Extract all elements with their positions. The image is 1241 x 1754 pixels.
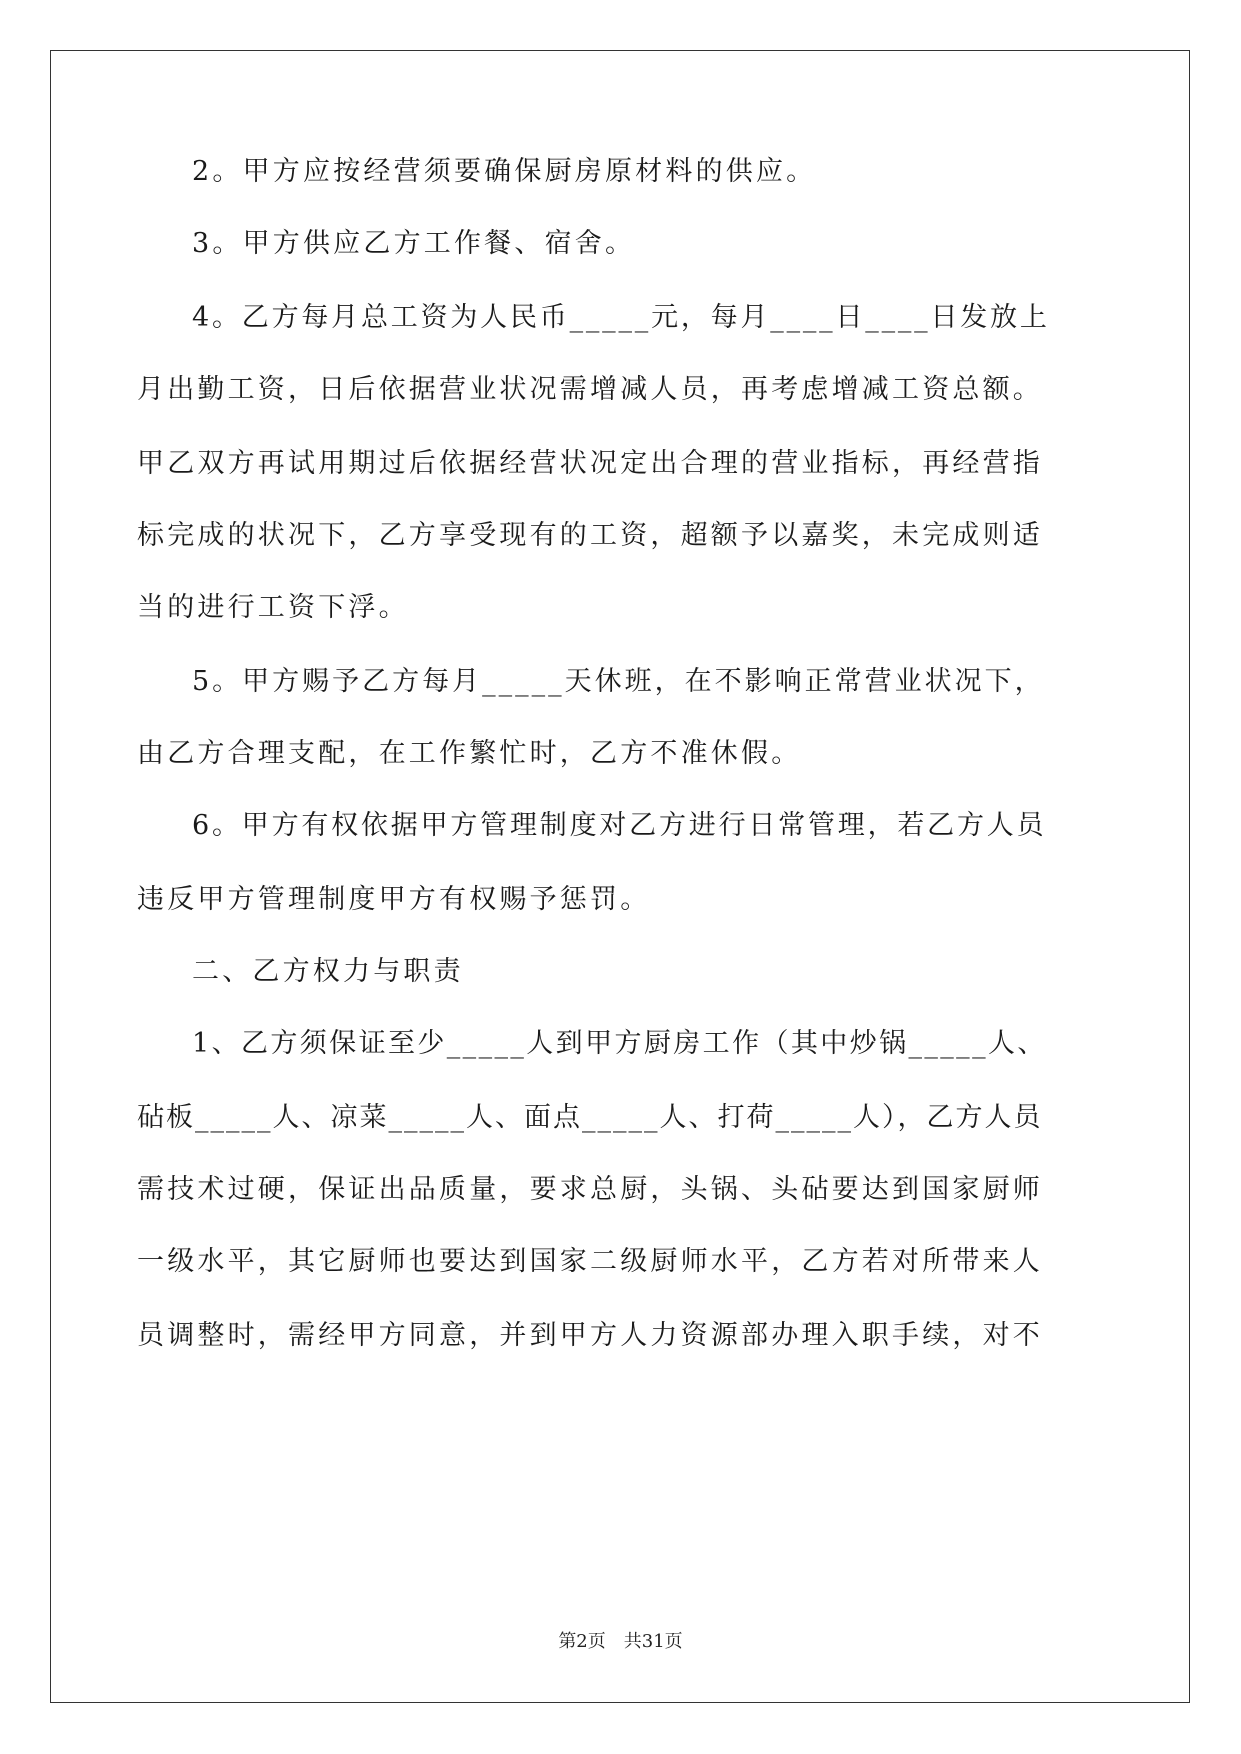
paragraph-line: 由乙方合理支配，在工作繁忙时，乙方不准休假。 — [137, 738, 802, 769]
paragraph-line: 月出勤工资，日后依据营业状况需增减人员，再考虑增减工资总额。 — [137, 374, 1043, 405]
paragraph-line: 4。乙方每月总工资为人民币_____元，每月____日____日发放上 — [192, 302, 1050, 333]
paragraph-line: 3。甲方供应乙方工作餐、宿舍。 — [192, 228, 636, 259]
page-number: 第2页 — [558, 1631, 606, 1652]
page-border — [50, 50, 1190, 1703]
page-total: 共31页 — [623, 1631, 683, 1652]
paragraph-line: 1、乙方须保证至少_____人到甲方厨房工作（其中炒锅_____人、 — [192, 1028, 1047, 1059]
paragraph-line: 一级水平，其它厨师也要达到国家二级厨师水平，乙方若对所带来人 — [137, 1246, 1043, 1277]
paragraph-line: 5。甲方赐予乙方每月_____天休班，在不影响正常营业状况下， — [192, 666, 1045, 697]
paragraph-line: 员调整时，需经甲方同意，并到甲方人力资源部办理入职手续，对不 — [137, 1320, 1043, 1351]
page-footer — [0, 1627, 1241, 1653]
paragraph-line: 甲乙双方再试用期过后依据经营状况定出合理的营业指标，再经营指 — [137, 448, 1043, 479]
paragraph-line: 6。甲方有权依据甲方管理制度对乙方进行日常管理，若乙方人员 — [192, 810, 1047, 841]
paragraph-line: 2。甲方应按经营须要确保厨房原材料的供应。 — [192, 156, 817, 187]
paragraph-line: 违反甲方管理制度甲方有权赐予惩罚。 — [137, 884, 651, 915]
paragraph-line: 砧板_____人、凉菜_____人、面点_____人、打荷_____人），乙方人员 — [137, 1102, 1043, 1133]
section-heading: 二、乙方权力与职责 — [192, 956, 464, 987]
paragraph-line: 标完成的状况下，乙方享受现有的工资，超额予以嘉奖，未完成则适 — [137, 520, 1043, 551]
paragraph-line: 需技术过硬，保证出品质量，要求总厨，头锅、头砧要达到国家厨师 — [137, 1174, 1043, 1205]
paragraph-line: 当的进行工资下浮。 — [137, 592, 409, 623]
